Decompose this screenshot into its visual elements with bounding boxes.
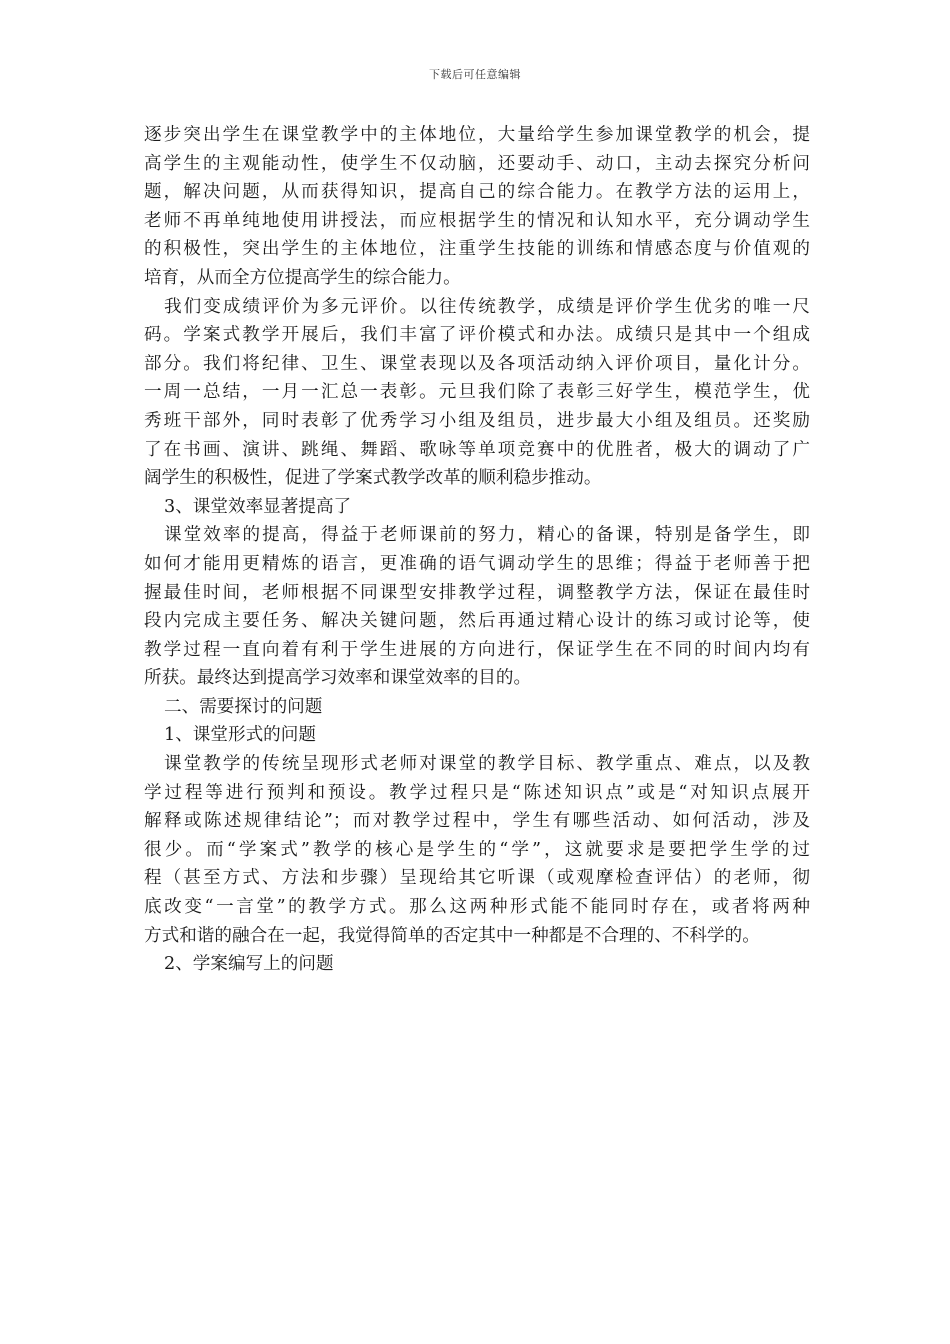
text-line: 阔学生的积极性，促进了学案式教学改革的顺利稳步推动。 <box>144 468 602 489</box>
section-heading <box>144 950 810 979</box>
text-line: 如何才能用更精炼的语言，更准确的语气调动学生的思维；得益于老师善于把 <box>144 553 810 574</box>
text-line: 所获。最终达到提高学习效率和课堂效率的目的。 <box>144 668 532 689</box>
text-line: 底改变“一言堂”的教学方式。那么这两种形式能不能同时存在，或者将两种 <box>144 897 810 918</box>
text-line: 的积极性，突出学生的主体地位，注重学生技能的训练和情感态度与价值观的 <box>144 239 810 260</box>
section-heading <box>144 493 810 522</box>
text-line: 学过程等进行预判和预设。教学过程只是“陈述知识点”或是“对知识点展开 <box>144 782 810 803</box>
text-line: 码。学案式教学开展后，我们丰富了评价模式和办法。成绩只是其中一个组成 <box>144 325 810 346</box>
text-line: 程（甚至方式、方法和步骤）呈现给其它听课（或观摩检查评估）的老师，彻 <box>144 868 810 889</box>
document-body <box>144 121 810 979</box>
text-line: 题，解决问题，从而获得知识，提高自己的综合能力。在教学方法的运用上， <box>144 182 810 203</box>
text-line: 教学过程一直向着有利于学生进展的方向进行，保证学生在不同的时间内均有 <box>144 639 810 660</box>
text-line: 了在书画、演讲、跳绳、舞蹈、歌咏等单项竞赛中的优胜者，极大的调动了广 <box>144 439 810 460</box>
paragraph-classroom-form <box>144 750 810 950</box>
paragraph-efficiency <box>144 521 810 693</box>
section-heading <box>144 693 810 722</box>
text-line: 一周一总结，一月一汇总一表彰。元旦我们除了表彰三好学生，模范学生，优 <box>144 382 810 403</box>
text-line: 我们变成绩评价为多元评价。以往传统教学，成绩是评价学生优劣的唯一尺 <box>164 296 810 317</box>
text-line: 培育，从而全方位提高学生的综合能力。 <box>144 267 461 288</box>
text-line: 高学生的主观能动性，使学生不仅动脑，还要动手、动口，主动去探究分析问 <box>144 153 810 174</box>
heading-line: 2、学案编写上的问题 <box>164 954 334 975</box>
text-line: 方式和谐的融合在一起，我觉得简单的否定其中一种都是不合理的、不科学的。 <box>144 925 760 946</box>
text-line: 逐步突出学生在课堂教学中的主体地位，大量给学生参加课堂教学的机会，提 <box>144 125 810 145</box>
page-header-note: 下载后可任意编辑 <box>429 68 521 81</box>
heading-line: 3、课堂效率显著提高了 <box>164 496 352 517</box>
paragraph-continuation <box>144 121 810 293</box>
text-line: 课堂教学的传统呈现形式老师对课堂的教学目标、教学重点、难点，以及教 <box>164 754 810 775</box>
heading-line: 二、需要探讨的问题 <box>164 696 323 717</box>
heading-line: 1、课堂形式的问题 <box>164 725 316 746</box>
text-line: 段内完成主要任务、解决关键问题，然后再通过精心设计的练习或讨论等，使 <box>144 611 810 632</box>
text-line: 老师不再单纯地使用讲授法，而应根据学生的情况和认知水平，充分调动学生 <box>144 210 810 231</box>
text-line: 很少。而“学案式”教学的核心是学生的“学”，这就要求是要把学生学的过 <box>144 839 810 860</box>
text-line: 握最佳时间，老师根据不同课型安排教学过程，调整教学方法，保证在最佳时 <box>144 582 810 603</box>
paragraph-evaluation <box>144 293 810 493</box>
text-line: 秀班干部外，同时表彰了优秀学习小组及组员，进步最大小组及组员。还奖励 <box>144 410 810 431</box>
section-heading <box>144 721 810 750</box>
text-line: 课堂效率的提高，得益于老师课前的努力，精心的备课，特别是备学生，即 <box>164 525 810 546</box>
text-line: 解释或陈述规律结论”；而对教学过程中，学生有哪些活动、如何活动，涉及 <box>144 811 810 832</box>
text-line: 部分。我们将纪律、卫生、课堂表现以及各项活动纳入评价项目，量化计分。 <box>144 353 810 374</box>
